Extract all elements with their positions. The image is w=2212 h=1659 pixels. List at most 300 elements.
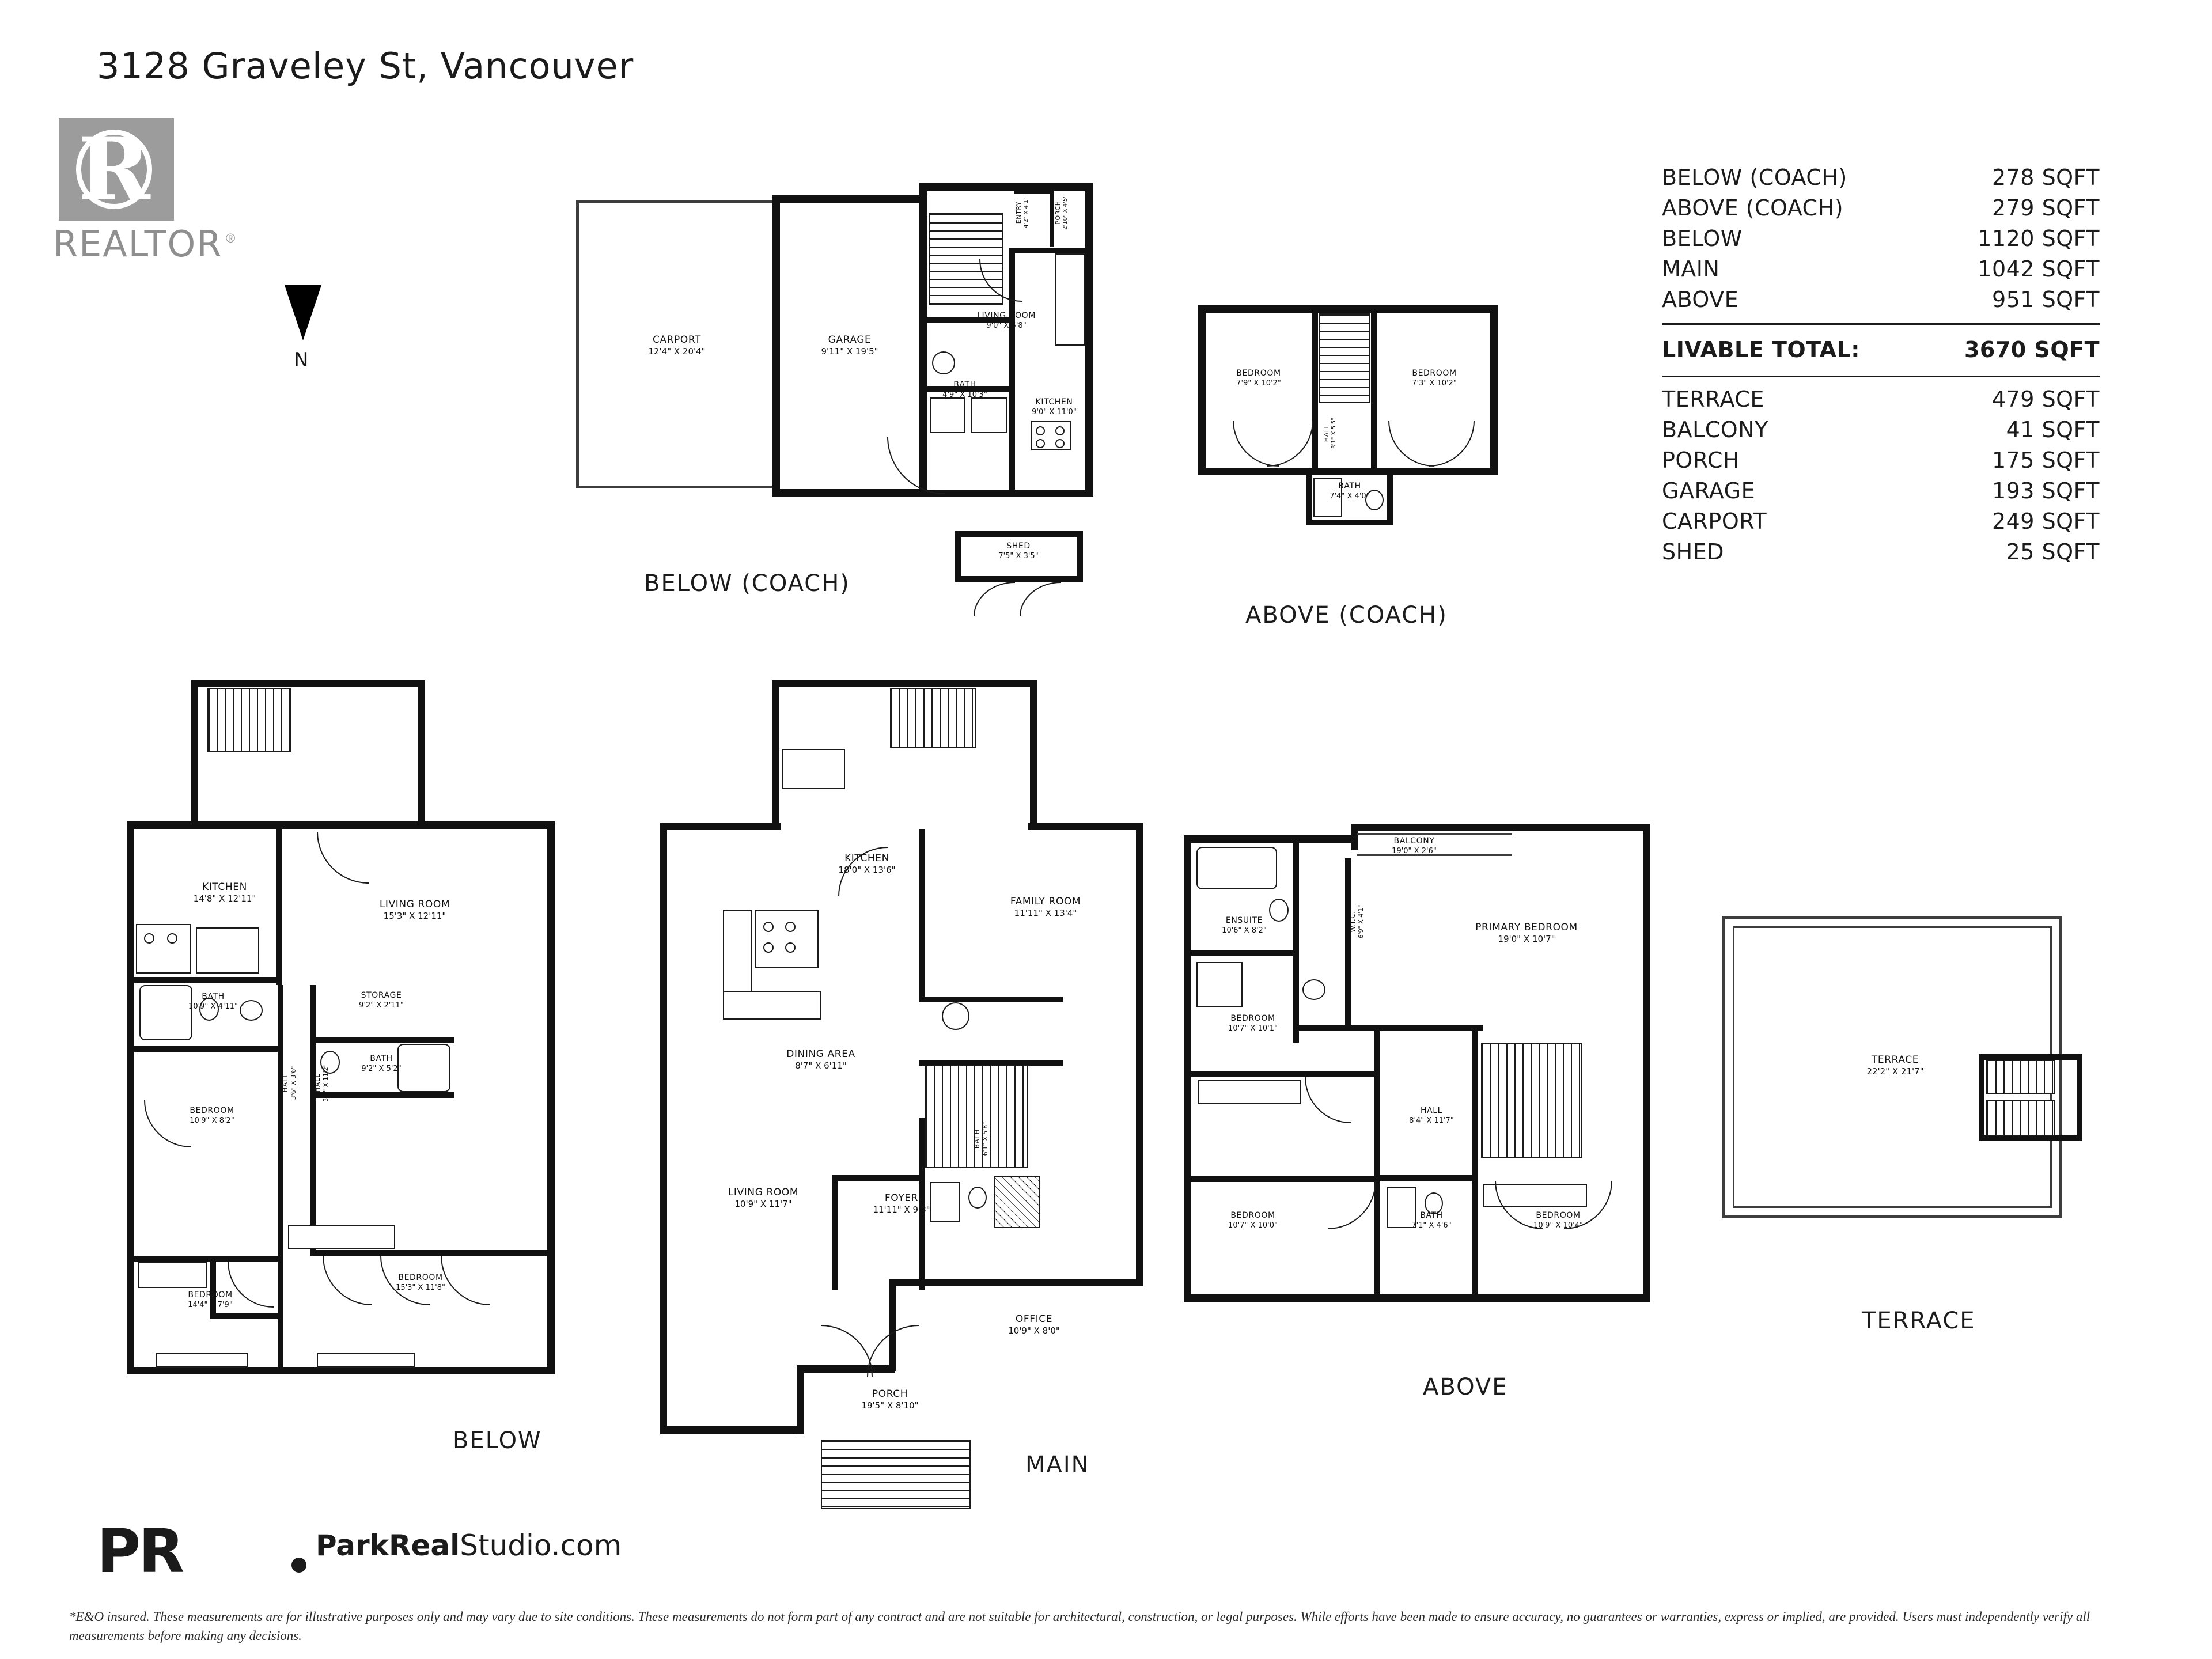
- terrace-inner-edge: [1733, 1206, 2052, 1208]
- area-label: ABOVE (COACH): [1662, 195, 1844, 221]
- room-dims: 14'4" X 7'9": [188, 1300, 233, 1309]
- room-name: ENSUITE: [1225, 916, 1263, 925]
- room-dims: 2'10" X 4'5": [1062, 195, 1069, 230]
- room-label-living-room: [946, 311, 1067, 331]
- exterior-wall: [1198, 468, 1498, 475]
- room-name: W.I.C.: [1349, 911, 1357, 933]
- extra-area-label: CARPORT: [1662, 509, 1767, 534]
- area-row: [1662, 193, 2100, 224]
- room-label-entry: [1015, 184, 1030, 241]
- bath-fixture: [930, 397, 965, 433]
- door-swing: [974, 582, 1015, 616]
- area-value: 951 SQFT: [1991, 287, 2100, 312]
- room-label-bedroom: [1201, 1014, 1305, 1033]
- livable-total-label: LIVABLE TOTAL:: [1662, 337, 1860, 362]
- extra-area-value: 479 SQFT: [1991, 387, 2100, 412]
- room-dims: 15'3" X 12'11": [383, 911, 446, 922]
- burner-icon: [144, 933, 154, 944]
- room-label-balcony: [1357, 836, 1472, 856]
- parkreal-logo-dot: [291, 1558, 306, 1573]
- extra-area-row: [1662, 506, 2100, 537]
- terrace-stair-wall: [1979, 1054, 1984, 1141]
- room-label-garage: [788, 334, 911, 357]
- room-name: HALL: [1420, 1106, 1443, 1115]
- room-label-bath: [329, 1054, 433, 1074]
- toilet-fixture: [968, 1187, 987, 1209]
- staircase: [207, 688, 291, 752]
- terrace-stair-wall: [1979, 1054, 2082, 1060]
- exterior-wall: [1490, 305, 1498, 475]
- burner-icon: [785, 942, 796, 953]
- door-swing: [1267, 421, 1313, 467]
- divider: [1662, 376, 2100, 377]
- room-name: BEDROOM: [398, 1273, 443, 1282]
- exterior-wall: [1184, 1294, 1650, 1302]
- room-name: KITCHEN: [844, 853, 889, 864]
- sink-fixture: [1302, 979, 1325, 1000]
- room-dims: 8'7" X 6'11": [795, 1060, 847, 1071]
- room-dims: 9'2" X 2'11": [359, 1001, 404, 1010]
- realtor-logo-letter: R: [78, 119, 150, 220]
- staircase: [1986, 1100, 2055, 1136]
- exterior-wall: [418, 680, 425, 828]
- parkreal-logo-text-rest: Studio.com: [460, 1529, 622, 1562]
- room-dims: 11'11" X 13'4": [1014, 908, 1077, 919]
- interior-wall: [1293, 841, 1299, 1043]
- door-swing: [1305, 1077, 1351, 1123]
- extra-area-row: [1662, 445, 2100, 476]
- room-name: GARAGE: [828, 334, 872, 346]
- room-name: BATH: [1338, 482, 1361, 491]
- room-label-primary-bedroom: [1455, 922, 1599, 945]
- interior-wall: [1293, 1025, 1483, 1031]
- shower-fixture: [1196, 962, 1243, 1007]
- room-label-carport: [611, 334, 743, 357]
- door-swing: [1328, 1181, 1376, 1229]
- plan-above-coach: [1198, 305, 1509, 547]
- interior-wall: [132, 1256, 281, 1262]
- room-name: BATH: [1420, 1211, 1443, 1220]
- interior-wall: [1190, 950, 1299, 956]
- room-dims: 11'11" X 9'8": [873, 1205, 930, 1215]
- garage-wall: [772, 489, 927, 497]
- interior-wall: [1374, 1025, 1380, 1302]
- exterior-wall: [1198, 305, 1206, 475]
- room-name: HALL: [1323, 424, 1330, 442]
- shed-wall: [955, 531, 1083, 537]
- room-dims: 10'7" X 10'1": [1228, 1024, 1278, 1033]
- exterior-wall: [660, 823, 781, 830]
- terrace-inner-edge: [1733, 926, 1734, 1208]
- plan-title-above-coach: ABOVE (COACH): [1245, 602, 1448, 628]
- room-label-hall: [1323, 406, 1338, 461]
- plan-main: [648, 680, 1149, 1486]
- room-label-living-room: [700, 1187, 827, 1210]
- extra-area-label: SHED: [1662, 539, 1724, 565]
- exterior-wall: [1184, 835, 1357, 843]
- room-label-foyer: [838, 1192, 965, 1215]
- room-name: BEDROOM: [190, 1106, 234, 1115]
- sink-fixture: [932, 351, 955, 374]
- room-label-bedroom: [1382, 369, 1486, 388]
- room-label-storage: [329, 991, 433, 1010]
- room-label-hall: [1385, 1106, 1478, 1126]
- kitchen-counter: [723, 991, 821, 1020]
- coach-wall: [919, 490, 1093, 497]
- interior-wall: [1371, 311, 1377, 475]
- exterior-wall: [1028, 823, 1143, 830]
- exterior-wall: [191, 680, 425, 687]
- plan-terrace: [1722, 916, 2091, 1238]
- interior-wall: [919, 997, 1063, 1002]
- plan-below: [127, 680, 605, 1388]
- room-dims: 14'8" X 12'11": [193, 893, 256, 904]
- room-dims: 10'9" X 10'4": [1533, 1221, 1583, 1230]
- room-name: BATH: [370, 1054, 393, 1063]
- room-dims: 9'2" X 5'2": [361, 1064, 402, 1073]
- shed-wall: [955, 531, 961, 582]
- room-label-terrace: [1832, 1054, 1959, 1077]
- room-dims: 10'9" X 8'0": [1008, 1325, 1060, 1336]
- plan-title-above: ABOVE: [1423, 1374, 1508, 1400]
- counter-fixture: [196, 927, 259, 974]
- area-row: [1662, 162, 2100, 193]
- exterior-wall: [127, 1367, 555, 1374]
- north-label: N: [294, 349, 309, 372]
- porch-steps: [821, 1440, 971, 1509]
- extra-area-value: 193 SQFT: [1991, 478, 2100, 503]
- burner-icon: [1036, 439, 1045, 448]
- plan-title-terrace: TERRACE: [1862, 1308, 1976, 1334]
- exterior-wall: [191, 680, 198, 828]
- terrace-edge: [1722, 916, 2062, 919]
- room-name: PORCH: [1054, 200, 1062, 225]
- door-swing: [1388, 421, 1434, 467]
- interior-wall: [1190, 1071, 1380, 1077]
- disclaimer-text: *E&O insured. These measurements are for illustrative purposes only and may vary due to site conditions. These measurements do not form part of any contract and are not suitable for architectural, construction, or legal purposes. While efforts have been made to ensure accuracy, no guarantees or warranties, express or implied, are provided. Users must independently verify all measurements before making any decisions.: [69, 1609, 2090, 1643]
- livable-total-value: 3670 SQFT: [1964, 337, 2100, 362]
- closet-fixture: [1198, 1080, 1301, 1104]
- room-dims: 10'7" X 10'0": [1228, 1221, 1278, 1230]
- room-label-bath: [973, 1107, 990, 1171]
- parkreal-logo[interactable]: [97, 1516, 622, 1586]
- room-label-hall: [313, 1048, 330, 1118]
- room-name: BEDROOM: [1230, 1211, 1275, 1220]
- interior-wall: [310, 1037, 454, 1043]
- area-row: [1662, 224, 2100, 254]
- plan-above: [1184, 824, 1673, 1342]
- room-name: PRIMARY BEDROOM: [1475, 922, 1578, 933]
- closet-fixture: [138, 1262, 207, 1288]
- burner-icon: [167, 933, 177, 944]
- room-name: TERRACE: [1871, 1054, 1919, 1066]
- room-dims: 3'6" X 11'2": [322, 1064, 329, 1102]
- north-indicator: [271, 285, 340, 395]
- interior-wall: [310, 1250, 555, 1256]
- room-name: LIVING ROOM: [977, 311, 1036, 320]
- room-name: FOYER: [884, 1192, 919, 1204]
- room-name: CARPORT: [652, 334, 702, 346]
- room-name: LIVING ROOM: [379, 899, 450, 910]
- interior-wall: [310, 985, 316, 1256]
- room-dims: 8'4" X 11'7": [1409, 1116, 1454, 1125]
- extra-area-value: 25 SQFT: [2006, 539, 2100, 565]
- room-dims: 10'6" X 8'2": [1222, 926, 1267, 935]
- kitchen-counter: [1055, 253, 1085, 346]
- room-name: KITCHEN: [202, 881, 247, 893]
- exterior-wall: [1643, 824, 1650, 1302]
- room-name: KITCHEN: [1035, 397, 1073, 407]
- carport-wall: [576, 200, 579, 488]
- room-label-bedroom: [153, 1290, 268, 1310]
- extra-area-value: 249 SQFT: [1991, 509, 2100, 534]
- room-dims: 4'9" X 10'3": [942, 390, 987, 399]
- washer-fixture: [942, 1002, 969, 1030]
- room-dims: 19'0" X 10'7": [1498, 934, 1555, 945]
- room-name: BEDROOM: [1412, 369, 1457, 378]
- counter-fixture: [782, 749, 845, 789]
- door-swing: [867, 1325, 919, 1377]
- room-dims: 7'1" X 4'6": [1411, 1221, 1452, 1230]
- area-label: MAIN: [1662, 256, 1720, 282]
- plan-title-below: BELOW: [453, 1427, 542, 1454]
- room-label-living-room: [351, 899, 478, 922]
- door-swing: [317, 832, 369, 884]
- terrace-edge: [1722, 916, 1725, 1218]
- balcony-rail: [1357, 833, 1512, 835]
- exterior-wall: [797, 1365, 804, 1434]
- exterior-wall: [889, 1279, 1143, 1286]
- room-label-kitchen: [809, 853, 925, 876]
- room-name: BATH: [202, 992, 225, 1001]
- exterior-wall: [1351, 824, 1650, 831]
- room-label-bedroom: [363, 1273, 478, 1293]
- burner-icon: [785, 922, 796, 932]
- room-label-office: [971, 1313, 1097, 1336]
- interior-wall: [276, 824, 282, 985]
- interior-wall: [1312, 311, 1318, 475]
- staircase: [1319, 313, 1370, 403]
- garage-wall: [772, 195, 927, 203]
- room-name: ENTRY: [1015, 201, 1022, 224]
- page-title: 3128 Graveley St, Vancouver: [97, 45, 634, 87]
- room-name: OFFICE: [1015, 1313, 1053, 1325]
- burner-icon: [1036, 426, 1045, 435]
- interior-wall: [1380, 1175, 1478, 1181]
- door-swing: [887, 437, 945, 494]
- realtor-wordmark: REALTOR: [53, 223, 223, 265]
- interior-wall: [210, 1313, 282, 1319]
- room-dims: 9'0" X 5'8": [986, 321, 1027, 330]
- extra-area-row: [1662, 415, 2100, 445]
- room-name: HALL: [281, 1073, 289, 1093]
- burner-icon: [763, 942, 774, 953]
- door-swing: [1429, 421, 1475, 467]
- room-label-bedroom: [1506, 1211, 1610, 1230]
- room-dims: 10'9" X 4'11": [188, 1002, 238, 1011]
- room-dims: 6'1" X 5'8": [982, 1122, 989, 1156]
- terrace-edge: [2059, 916, 2062, 1218]
- window-fixture: [156, 1353, 248, 1368]
- staircase: [1481, 1043, 1582, 1158]
- room-name: DINING AREA: [786, 1048, 855, 1060]
- area-row: [1662, 254, 2100, 285]
- room-label-kitchen: [1014, 397, 1094, 417]
- closet-fixture: [288, 1225, 395, 1249]
- room-name: BEDROOM: [1230, 1014, 1275, 1023]
- shed-wall: [1077, 531, 1083, 582]
- room-dims: 22'2" X 21'7": [1866, 1066, 1924, 1077]
- room-dims: 18'0" X 13'6": [838, 865, 896, 876]
- room-name: STORAGE: [361, 991, 402, 1000]
- area-value: 279 SQFT: [1991, 195, 2100, 221]
- extra-area-label: PORCH: [1662, 448, 1740, 473]
- room-dims: 12'4" X 20'4": [648, 346, 706, 357]
- area-value: 278 SQFT: [1991, 165, 2100, 190]
- area-label: BELOW: [1662, 226, 1743, 251]
- tub-fixture: [1196, 847, 1277, 889]
- carport-wall: [576, 200, 775, 203]
- room-name: BEDROOM: [188, 1290, 233, 1300]
- extra-area-value: 175 SQFT: [1991, 448, 2100, 473]
- bath-fixture: [971, 397, 1007, 433]
- room-dims: 9'0" X 11'0": [1032, 407, 1077, 416]
- window-fixture: [317, 1353, 415, 1368]
- extra-area-row: [1662, 384, 2100, 415]
- area-value: 1042 SQFT: [1978, 256, 2100, 282]
- room-label-kitchen: [167, 881, 282, 904]
- room-label-bath: [922, 380, 1008, 400]
- interior-wall: [1472, 1031, 1478, 1302]
- exterior-wall: [1136, 823, 1143, 1283]
- interior-wall: [832, 1181, 838, 1290]
- room-dims: 4'2" X 4'1": [1022, 197, 1029, 228]
- bath-wall: [1306, 520, 1393, 525]
- closet-fixture: [994, 1176, 1040, 1228]
- room-label-wic: [1349, 887, 1365, 956]
- room-name: BALCONY: [1393, 836, 1435, 846]
- burner-icon: [1055, 439, 1065, 448]
- exterior-wall: [1198, 305, 1498, 313]
- burner-icon: [763, 922, 774, 932]
- room-name: PORCH: [872, 1388, 908, 1400]
- room-label-bedroom: [1210, 369, 1308, 388]
- area-row: [1662, 285, 2100, 315]
- realtor-logo: [53, 118, 249, 274]
- livable-total-row: [1662, 332, 2100, 368]
- room-name: BEDROOM: [1236, 369, 1281, 378]
- plan-title-below-coach: BELOW (COACH): [644, 570, 850, 597]
- room-name: SHED: [1006, 541, 1031, 551]
- room-name: BEDROOM: [1536, 1211, 1581, 1220]
- porch-wall: [1050, 189, 1054, 247]
- room-name: HALL: [313, 1073, 321, 1093]
- extra-area-label: BALCONY: [1662, 417, 1768, 442]
- area-label: ABOVE: [1662, 287, 1739, 312]
- staircase: [890, 688, 976, 748]
- room-dims: 10'9" X 11'7": [734, 1199, 792, 1210]
- exterior-wall: [772, 680, 1037, 687]
- parkreal-logo-text-bold: ParkReal: [316, 1529, 460, 1562]
- carport-wall: [576, 486, 775, 488]
- room-name: LIVING ROOM: [728, 1187, 799, 1198]
- terrace-stair-wall: [2077, 1054, 2082, 1141]
- room-dims: 7'5" X 3'5": [998, 551, 1039, 560]
- parkreal-logo-mark: PR: [97, 1516, 183, 1586]
- interior-wall: [132, 1046, 282, 1052]
- room-dims: 19'5" X 8'10": [861, 1400, 919, 1411]
- exterior-wall: [1184, 835, 1191, 1302]
- room-name: FAMILY ROOM: [1010, 896, 1081, 907]
- room-label-bath: [1306, 482, 1393, 501]
- exterior-wall: [660, 1426, 804, 1434]
- room-label-shed: [972, 541, 1065, 561]
- room-label-dining-area: [757, 1048, 884, 1071]
- room-dims: 6'9" X 4'1": [1357, 904, 1365, 939]
- garage-wall: [772, 195, 780, 497]
- terrace-edge: [1722, 1215, 2062, 1218]
- parkreal-logo-text: [316, 1529, 622, 1562]
- staircase: [1986, 1060, 2055, 1094]
- plan-below-coach: [576, 179, 1112, 582]
- shed-wall: [955, 576, 1083, 582]
- realtor-registered-mark: ®: [226, 231, 236, 245]
- coach-wall: [1085, 183, 1093, 497]
- room-dims: 7'9" X 10'2": [1236, 378, 1281, 388]
- exterior-wall: [547, 821, 555, 1374]
- room-label-bath: [161, 992, 265, 1012]
- room-label-bedroom: [160, 1106, 264, 1126]
- room-label-bedroom: [1201, 1211, 1305, 1230]
- room-label-porch: [827, 1388, 953, 1411]
- burner-icon: [1055, 426, 1065, 435]
- door-swing: [1020, 582, 1061, 616]
- extra-area-row: [1662, 537, 2100, 567]
- exterior-wall: [418, 821, 555, 829]
- interior-wall: [1013, 248, 1086, 253]
- room-name: BATH: [953, 380, 976, 389]
- door-swing: [821, 1325, 873, 1377]
- area-label: BELOW (COACH): [1662, 165, 1847, 190]
- area-value: 1120 SQFT: [1978, 226, 2100, 251]
- room-label-family-room: [982, 896, 1109, 919]
- room-dims: 7'3" X 10'2": [1412, 378, 1457, 388]
- interior-wall: [310, 1092, 454, 1098]
- realtor-logo-mark: [59, 118, 174, 221]
- kitchen-island: [755, 910, 819, 968]
- exterior-wall: [660, 823, 667, 1433]
- room-name: BATH: [973, 1128, 981, 1149]
- room-dims: 7'4" X 4'0": [1330, 491, 1370, 501]
- room-dims: 3'1" X 5'5": [1330, 418, 1337, 449]
- extra-area-label: GARAGE: [1662, 478, 1756, 503]
- extra-area-label: TERRACE: [1662, 387, 1764, 412]
- extra-area-row: [1662, 476, 2100, 506]
- interior-wall: [832, 1175, 925, 1181]
- room-label-hall: [281, 1048, 298, 1118]
- extra-area-value: 41 SQFT: [2006, 417, 2100, 442]
- divider: [1662, 323, 2100, 325]
- terrace-inner-edge: [1733, 926, 2052, 928]
- kitchen-counter: [136, 924, 191, 974]
- north-arrow-icon: [285, 285, 321, 340]
- room-label-ensuite: [1195, 916, 1293, 935]
- room-dims: 19'0" X 2'6": [1392, 846, 1437, 855]
- room-dims: 10'9" X 8'2": [190, 1116, 234, 1125]
- exterior-wall: [1030, 680, 1037, 830]
- exterior-wall: [772, 680, 779, 830]
- interior-wall: [132, 977, 282, 983]
